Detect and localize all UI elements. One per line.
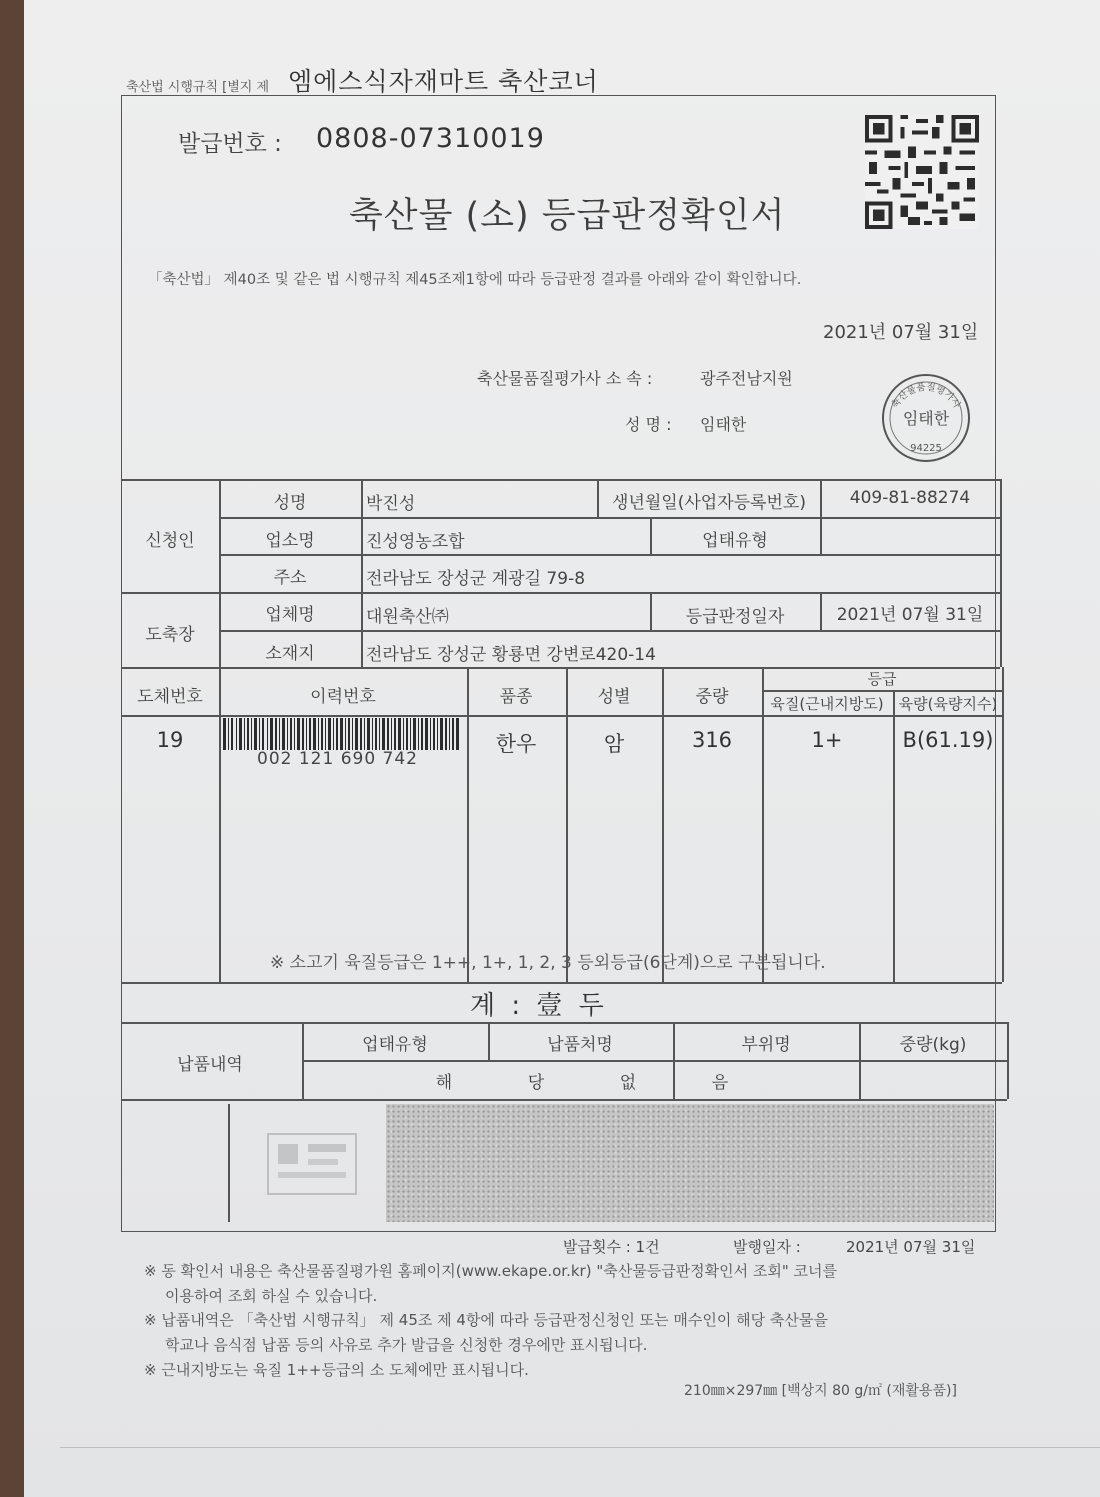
faded-image-icon <box>258 1104 366 1222</box>
delivery-row-cell: 없 <box>619 1073 637 1093</box>
carcass-no: 19 <box>156 728 184 752</box>
header-weight: 중량 <box>695 687 729 707</box>
header-yield: 육량(육량지수) <box>898 695 998 713</box>
header-sex: 성별 <box>597 687 631 707</box>
delivery-header-buyer: 납품처명 <box>547 1035 613 1055</box>
grader-name-label: 성 명 : <box>625 415 672 434</box>
slaughterhouse-company-label: 업체명 <box>265 605 315 625</box>
slaughterhouse-location: 전라남도 장성군 황룡면 강변로420-14 <box>366 645 656 665</box>
delivery-row-cell: 해 <box>435 1073 453 1093</box>
grade-date: 2021년 07월 31일 <box>836 605 984 625</box>
grader-seal <box>880 372 972 464</box>
intro-text: 「축산법」 제40조 및 같은 법 시행규칙 제45조제1항에 따라 등급판정 결과를 아래와 같이 확인합니다. <box>148 272 802 288</box>
sex: 암 <box>603 732 625 756</box>
delivery-header-biztype: 업태유형 <box>362 1035 428 1055</box>
grade-date-label: 등급판정일자 <box>685 607 785 627</box>
slaughterhouse-location-label: 소재지 <box>265 644 315 664</box>
header-trace-no: 이력번호 <box>310 687 376 707</box>
blurred-image <box>386 1104 994 1222</box>
svg-text:축산물품질평가사 <box>889 381 964 411</box>
header-quality: 육질(근내지방도) <box>770 695 884 713</box>
header-breed: 품종 <box>499 687 533 707</box>
quality-grade: 1+ <box>811 728 843 752</box>
grader-name: 임태한 <box>700 415 747 434</box>
seal-name: 임태한 <box>902 409 950 428</box>
paper-spec: 210㎜×297㎜ [백상지 80 g/㎡ (재활용품)] <box>684 1383 957 1399</box>
breed: 한우 <box>495 732 537 756</box>
total-count: 계 : 壹 두 <box>470 991 608 1021</box>
document-title: 축산물 (소) 등급판정확인서 <box>349 196 786 236</box>
issue-number-label: 발급번호 : <box>178 131 282 157</box>
applicant-birth-label: 생년월일(사업자등록번호) <box>612 493 806 513</box>
header-grade: 등급 <box>867 670 897 688</box>
seal-top-text: 축산물품질평가사 <box>889 381 963 411</box>
footer-note-1a: ※ 동 확인서 내용은 축산물품질평가원 홈페이지(www.ekape.or.kr) "축산물등급판정확인서 조회" 코너를 <box>144 1262 838 1280</box>
applicant-addr-label: 주소 <box>273 568 307 588</box>
footer-note-1b: 이용하여 조회 하실 수 있습니다. <box>165 1287 378 1305</box>
seal-number: 94225 <box>910 443 942 454</box>
paper-fold-line <box>60 1447 1100 1448</box>
applicant-biz-label: 업소명 <box>265 531 315 551</box>
slaughterhouse-section-label: 도축장 <box>145 625 195 645</box>
qr-code-icon <box>864 115 980 229</box>
applicant-biz: 진성영농조합 <box>366 532 465 552</box>
footer-note-3: ※ 근내지방도는 육질 1++등급의 소 도체에만 표시됩니다. <box>144 1361 529 1379</box>
grader-org: 광주전남지원 <box>700 369 793 388</box>
delivery-section-label: 납품내역 <box>177 1055 243 1075</box>
grader-org-label: 축산물품질평가사 소 속 : <box>477 369 653 388</box>
applicant-name: 박진성 <box>366 494 416 514</box>
footer-note-2a: ※ 납품내역은 「축산법 시행규칙」 제 45조 제 4항에 따라 등급판정신청인 또는 매수인이 해당 축산물을 <box>144 1311 828 1329</box>
yield-grade: B(61.19) <box>902 728 994 752</box>
delivery-header-part: 부위명 <box>741 1035 791 1055</box>
barcode-icon <box>223 718 460 750</box>
applicant-birth: 409-81-88274 <box>849 488 971 508</box>
certificate-date: 2021년 07월 31일 <box>823 322 979 343</box>
store-stamp: 엠에스식자재마트 축산코너 <box>288 67 599 96</box>
issue-count: 발급횟수 : 1건 <box>563 1238 660 1256</box>
issued-date: 2021년 07월 31일 <box>846 1238 976 1256</box>
law-reference: 축산법 시행규칙 [별지 제 <box>126 80 270 95</box>
issued-date-label: 발행일자 : <box>733 1238 801 1256</box>
trace-number: 002 121 690 742 <box>257 749 419 769</box>
delivery-header-weight: 중량(kg) <box>899 1035 967 1055</box>
applicant-section-label: 신청인 <box>145 531 195 551</box>
slaughterhouse-company: 대원축산㈜ <box>366 607 449 627</box>
applicant-address: 전라남도 장성군 계광길 79-8 <box>366 569 586 589</box>
weight: 316 <box>691 728 733 752</box>
applicant-biztype-label: 업태유형 <box>702 531 768 551</box>
header-carcass-no: 도체번호 <box>137 687 203 707</box>
applicant-name-label: 성명 <box>273 493 307 513</box>
footer-note-2b: 학교나 음식점 납품 등의 사유로 추가 발급을 신청한 경우에만 표시됩니다. <box>165 1336 648 1354</box>
delivery-row-cell: 음 <box>711 1073 729 1093</box>
delivery-row-cell: 당 <box>527 1073 545 1093</box>
grade-note: ※ 소고기 육질등급은 1++, 1+, 1, 2, 3 등외등급(6단계)으로 구분됩니다. <box>270 953 826 973</box>
issue-number: 0808-07310019 <box>316 123 545 154</box>
